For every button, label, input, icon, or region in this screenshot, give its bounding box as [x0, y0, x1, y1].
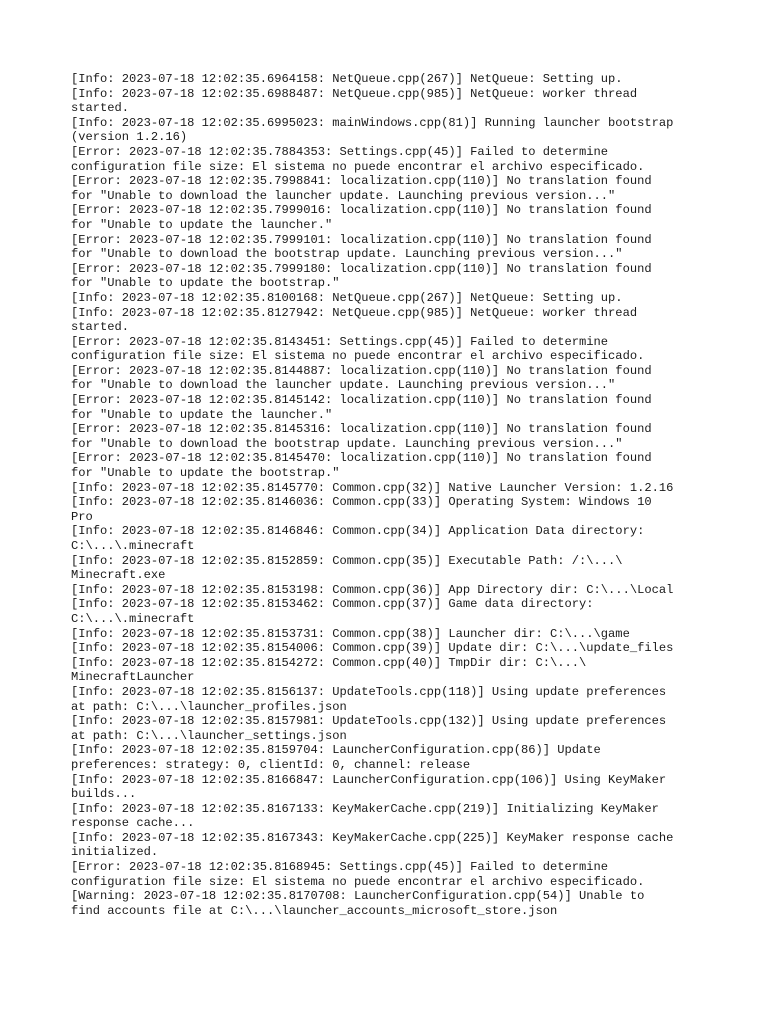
- log-line: (version 1.2.16): [71, 130, 188, 145]
- log-line: for "Unable to download the launcher update. Launching previous version...": [71, 188, 616, 203]
- log-line: [Info: 2023-07-18 12:02:35.6995023: mainWindows.cpp(81)] Running launcher bootstrap: [71, 115, 674, 130]
- log-line: C:\...\.minecraft: [71, 611, 195, 626]
- log-line: for "Unable to download the bootstrap update. Launching previous version...": [71, 247, 623, 262]
- log-line: [Error: 2023-07-18 12:02:35.8145316: localization.cpp(110)] No translation found: [71, 422, 652, 437]
- log-line: configuration file size: El sistema no puede encontrar el archivo especificado.: [71, 349, 645, 364]
- log-line: [Error: 2023-07-18 12:02:35.7999180: localization.cpp(110)] No translation found: [71, 261, 652, 276]
- log-line: [Error: 2023-07-18 12:02:35.8168945: Settings.cpp(45)] Failed to determine: [71, 860, 609, 875]
- log-line: at path: C:\...\launcher_settings.json: [71, 728, 347, 743]
- log-line: for "Unable to update the launcher.": [71, 217, 333, 232]
- log-line: [Error: 2023-07-18 12:02:35.8145470: localization.cpp(110)] No translation found: [71, 451, 652, 466]
- log-line: configuration file size: El sistema no puede encontrar el archivo especificado.: [71, 874, 645, 889]
- log-line: [Error: 2023-07-18 12:02:35.8144887: localization.cpp(110)] No translation found: [71, 363, 652, 378]
- log-line: [Error: 2023-07-18 12:02:35.7998841: localization.cpp(110)] No translation found: [71, 174, 652, 189]
- log-line: for "Unable to update the bootstrap.": [71, 466, 340, 481]
- log-line: [Info: 2023-07-18 12:02:35.8154272: Common.cpp(40)] TmpDir dir: C:\...\: [71, 655, 587, 670]
- log-line: response cache...: [71, 816, 195, 831]
- log-line: [Error: 2023-07-18 12:02:35.7884353: Settings.cpp(45)] Failed to determine: [71, 144, 609, 159]
- log-line: [Info: 2023-07-18 12:02:35.8145770: Common.cpp(32)] Native Launcher Version: 1.2.16: [71, 480, 674, 495]
- log-line: Minecraft.exe: [71, 568, 166, 583]
- log-document: [71, 72, 711, 918]
- log-line: [Info: 2023-07-18 12:02:35.8167133: KeyMakerCache.cpp(219)] Initializing KeyMaker: [71, 801, 659, 816]
- log-line: for "Unable to download the bootstrap update. Launching previous version...": [71, 436, 623, 451]
- log-line: [Info: 2023-07-18 12:02:35.8159704: LauncherConfiguration.cpp(86)] Update: [71, 743, 601, 758]
- log-line: [Info: 2023-07-18 12:02:35.8146036: Common.cpp(33)] Operating System: Windows 10: [71, 495, 652, 510]
- log-line: for "Unable to update the bootstrap.": [71, 276, 340, 291]
- log-line: started.: [71, 320, 130, 335]
- log-line: [Info: 2023-07-18 12:02:35.8156137: UpdateTools.cpp(118)] Using update preferences: [71, 684, 667, 699]
- log-line: [Error: 2023-07-18 12:02:35.7999101: localization.cpp(110)] No translation found: [71, 232, 652, 247]
- log-line: started.: [71, 101, 130, 116]
- log-line: [Info: 2023-07-18 12:02:35.8100168: NetQueue.cpp(267)] NetQueue: Setting up.: [71, 290, 623, 305]
- log-line: configuration file size: El sistema no puede encontrar el archivo especificado.: [71, 159, 645, 174]
- log-line: initialized.: [71, 845, 159, 860]
- log-line: [Info: 2023-07-18 12:02:35.8146846: Common.cpp(34)] Application Data directory:: [71, 524, 645, 539]
- log-line: [Info: 2023-07-18 12:02:35.8127942: NetQueue.cpp(985)] NetQueue: worker thread: [71, 305, 638, 320]
- log-line: MinecraftLauncher: [71, 670, 195, 685]
- log-line: [Info: 2023-07-18 12:02:35.8152859: Common.cpp(35)] Executable Path: /:\...\: [71, 553, 623, 568]
- log-line: [Error: 2023-07-18 12:02:35.8145142: localization.cpp(110)] No translation found: [71, 393, 652, 408]
- log-line: [Info: 2023-07-18 12:02:35.6988487: NetQueue.cpp(985)] NetQueue: worker thread: [71, 86, 638, 101]
- log-line: find accounts file at C:\...\launcher_accounts_microsoft_store.json: [71, 903, 558, 918]
- log-line: [Info: 2023-07-18 12:02:35.8154006: Common.cpp(39)] Update dir: C:\...\update_files: [71, 641, 674, 656]
- log-line: Pro: [71, 509, 93, 524]
- log-line: [Info: 2023-07-18 12:02:35.8166847: LauncherConfiguration.cpp(106)] Using KeyMaker: [71, 772, 667, 787]
- log-line: [Info: 2023-07-18 12:02:35.8157981: UpdateTools.cpp(132)] Using update preferences: [71, 714, 667, 729]
- log-line: [Info: 2023-07-18 12:02:35.8153731: Common.cpp(38)] Launcher dir: C:\...\game: [71, 626, 630, 641]
- log-line: builds...: [71, 787, 137, 802]
- log-line: C:\...\.minecraft: [71, 539, 195, 553]
- log-line: [Info: 2023-07-18 12:02:35.8153462: Common.cpp(37)] Game data directory:: [71, 597, 594, 612]
- log-line: [Error: 2023-07-18 12:02:35.8143451: Settings.cpp(45)] Failed to determine: [71, 334, 609, 349]
- log-line: preferences: strategy: 0, clientId: 0, channel: release: [71, 757, 471, 772]
- log-line: [Error: 2023-07-18 12:02:35.7999016: localization.cpp(110)] No translation found: [71, 203, 652, 218]
- log-line: [Info: 2023-07-18 12:02:35.8167343: KeyMakerCache.cpp(225)] KeyMaker response cache: [71, 830, 674, 845]
- log-line: [Warning: 2023-07-18 12:02:35.8170708: LauncherConfiguration.cpp(54)] Unable to: [71, 889, 645, 904]
- log-line: for "Unable to update the launcher.": [71, 407, 333, 422]
- log-line: [Info: 2023-07-18 12:02:35.8153198: Common.cpp(36)] App Directory dir: C:\...\Local: [71, 582, 674, 597]
- log-line: at path: C:\...\launcher_profiles.json: [71, 699, 347, 714]
- log-line: [Info: 2023-07-18 12:02:35.6964158: NetQueue.cpp(267)] NetQueue: Setting up.: [71, 72, 623, 86]
- log-line: for "Unable to download the launcher update. Launching previous version...": [71, 378, 616, 393]
